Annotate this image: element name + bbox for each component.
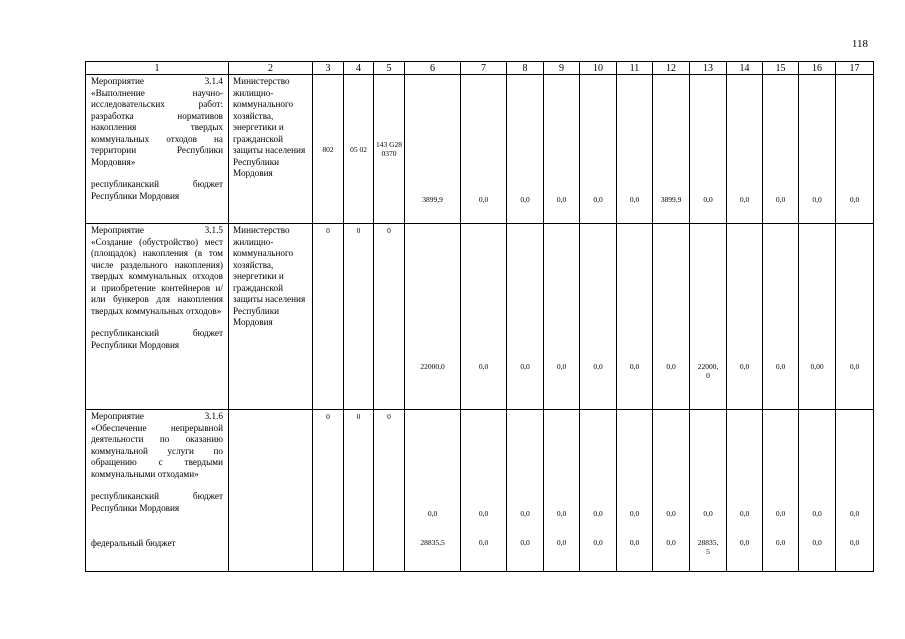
- code-cell: 0: [344, 410, 374, 572]
- ministry-cell: Министерство жилищно-коммунального хозяйства, энергетики и гражданской защиты населения Республики Мордовия: [229, 75, 313, 224]
- value-cell: 0,0: [593, 538, 603, 547]
- column-header: 2: [229, 62, 313, 75]
- column-header: 7: [461, 62, 507, 75]
- value-cell: 0,0: [629, 195, 640, 204]
- ministry-cell: Министерство жилищно-коммунального хозяйства, энергетики и гражданской защиты населения Республики Мордовия: [229, 224, 313, 410]
- value-cell: 0,0: [593, 195, 603, 204]
- column-header: 4: [344, 62, 374, 75]
- column-header: 16: [799, 62, 836, 75]
- value-cell: 0,0: [629, 538, 640, 547]
- value-cell: 0,0: [593, 509, 603, 518]
- code-cell: 0: [374, 410, 405, 572]
- value-cell: 0,0: [703, 509, 713, 518]
- code-cell: 143 G28 0370: [374, 75, 405, 224]
- value-cell: 0,0: [812, 509, 822, 518]
- code-cell: 802: [313, 75, 344, 224]
- value-cell: 0,0: [703, 195, 713, 204]
- ministry-cell: [229, 410, 313, 572]
- value-cell: 0,0: [556, 509, 567, 518]
- code-cell: 0: [374, 224, 405, 410]
- funding-source: республиканский бюджет Республики Мордовия: [91, 179, 223, 201]
- value-cell: 0,0: [629, 509, 640, 518]
- value-cell: 0,00: [810, 362, 824, 371]
- column-header: 6: [405, 62, 461, 75]
- event-title: Мероприятие 3.1.5: [91, 225, 223, 235]
- funding-source: федеральный бюджет: [91, 538, 176, 548]
- value-cell: 0,0: [556, 195, 567, 204]
- event-title: Мероприятие 3.1.6: [91, 411, 223, 421]
- value-cell: 0,0: [775, 538, 786, 547]
- column-header: 12: [653, 62, 690, 75]
- value-cell: 0,0: [849, 195, 860, 204]
- column-header: 14: [727, 62, 763, 75]
- value-cell: 0,0: [666, 538, 676, 547]
- value-cell: 0,0: [775, 509, 786, 518]
- value-cell: 0,0: [556, 362, 567, 371]
- column-header: 5: [374, 62, 405, 75]
- event-description: «Выполнение научно-исследовательских работ: разработка нормативов накопления твердых коммунальных отходов на территории Республики Мордовия»: [91, 87, 223, 167]
- value-cell: 28835, 5: [697, 538, 719, 556]
- value-cell: 0,0: [478, 509, 489, 518]
- table-row: [86, 224, 874, 410]
- event-title: Мероприятие 3.1.4: [91, 76, 223, 86]
- code-cell: 0: [344, 224, 374, 410]
- value-cell: 0,0: [775, 195, 786, 204]
- value-cell: 0,0: [812, 195, 822, 204]
- value-cell: 0,0: [849, 538, 860, 547]
- column-header: 13: [690, 62, 727, 75]
- code-cell: 05 02: [344, 75, 374, 224]
- value-cell: 0,0: [556, 538, 567, 547]
- value-cell: 0,0: [478, 538, 489, 547]
- value-cell: 0,0: [520, 362, 530, 371]
- column-header: 1: [86, 62, 229, 75]
- event-cell: [86, 75, 229, 224]
- page-number: 118: [851, 38, 868, 50]
- value-cell: 0,0: [593, 362, 603, 371]
- value-cell: 0,0: [775, 362, 786, 371]
- value-cell: 28835,5: [420, 538, 445, 547]
- table-row: [86, 410, 874, 572]
- event-description: «Обеспечение непрерывной деятельности по оказанию коммунальной услуги по обращению с твердыми коммунальными отходами»: [91, 422, 223, 479]
- value-cell: 0,0: [739, 509, 750, 518]
- value-cell: 3899,9: [422, 195, 443, 204]
- value-cell: 0,0: [520, 195, 530, 204]
- column-header: 9: [544, 62, 580, 75]
- event-description: «Создание (обустройство) мест (площадок) накопления (в том числе раздельного накопления) твердых коммунальных отходов и приобретение контейнеров и/или бункеров для накопления твердых коммунальных отходов»: [91, 236, 223, 316]
- code-cell: 0: [313, 224, 344, 410]
- header-row: [86, 62, 874, 75]
- value-cell: 0,0: [849, 509, 860, 518]
- column-header: 17: [836, 62, 874, 75]
- column-header: 15: [763, 62, 799, 75]
- event-cell: [86, 410, 229, 572]
- event-cell: [86, 224, 229, 410]
- value-cell: 0,0: [478, 195, 489, 204]
- funding-source: республиканский бюджет Республики Мордовия: [91, 328, 223, 350]
- value-cell: 0,0: [812, 538, 822, 547]
- value-cell: 22000, 0: [697, 362, 719, 380]
- table-row: [86, 75, 874, 224]
- column-header: 10: [580, 62, 617, 75]
- value-cell: 0,0: [520, 509, 530, 518]
- value-cell: 0,0: [629, 362, 640, 371]
- code-cell: 0: [313, 410, 344, 572]
- budget-table: [85, 61, 874, 572]
- value-cell: 0,0: [739, 538, 750, 547]
- value-cell: 0,0: [666, 362, 676, 371]
- column-header: 3: [313, 62, 344, 75]
- value-cell: 3899,9: [660, 195, 682, 204]
- column-header: 11: [617, 62, 653, 75]
- value-cell: 0,0: [666, 509, 676, 518]
- value-cell: 0,0: [849, 362, 860, 371]
- value-cell: 0,0: [478, 362, 489, 371]
- value-cell: 22000,0: [420, 362, 445, 371]
- value-cell: 0,0: [739, 195, 750, 204]
- value-cell: 0,0: [427, 509, 438, 518]
- column-header: 8: [507, 62, 544, 75]
- funding-source: республиканский бюджет Республики Мордовия: [91, 491, 223, 513]
- value-cell: 0,0: [520, 538, 530, 547]
- value-cell: 0,0: [739, 362, 750, 371]
